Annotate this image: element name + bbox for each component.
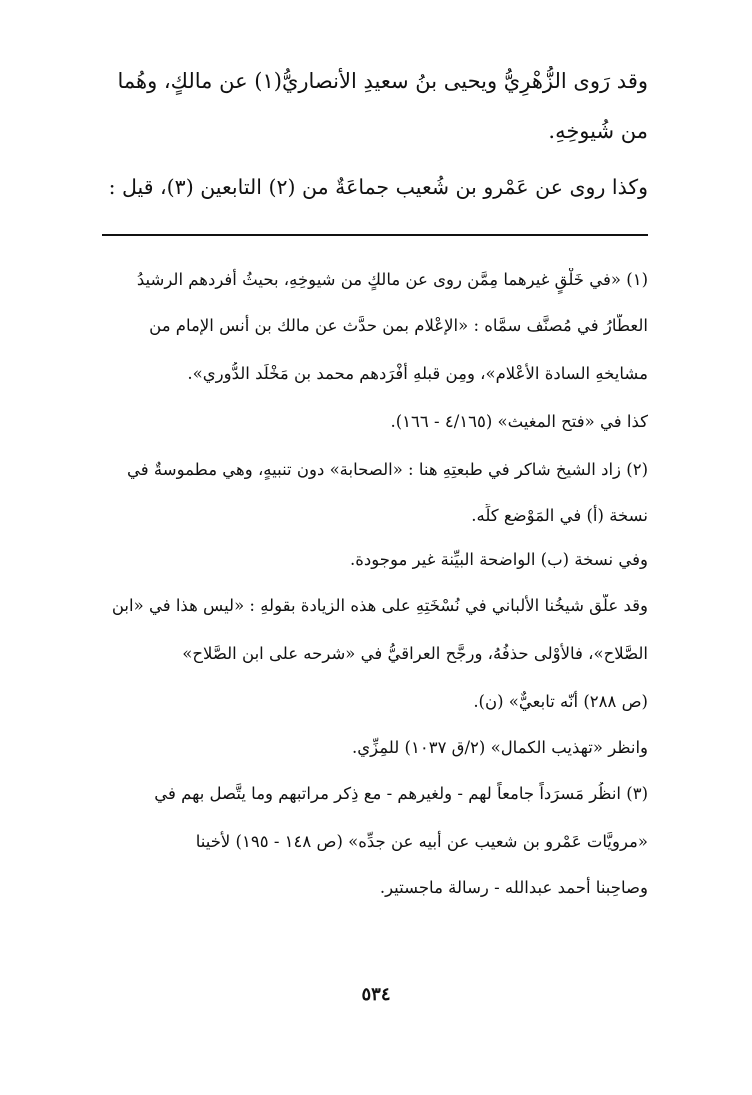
footnote-3-line-2: «مرويَّات عَمْرو بن شعيب عن أبيه عن جدِّه» (ص ١٤٨ - ١٩٥) لأخينا [195, 832, 648, 851]
page-number: ٥٣٤ [361, 984, 391, 1005]
footnote-1-line-2: العطَّارُ في مُصنَّف سمَّاه : «الإعْلام بمن حدَّث عن مالك بن أنس الإمام من [149, 316, 648, 335]
footnote-2-line-3: وفي نسخة (ب) الواضحة البيِّنة غير موجودة. [350, 550, 648, 569]
footnote-1-line-3: مشايخهِ السادة الأعْلام»، ومِن قبلهِ أفْرَدهم محمد بن مَخْلَد الدُّوري». [187, 364, 648, 383]
footnote-2-reference: وانظر «تهذيب الكمال» (٢/ق ١٠٣٧) للمِزِّي. [352, 738, 648, 757]
footnote-2-line-2: نسخة (أ) في المَوْضع كلِّه. [471, 506, 648, 525]
footnote-separator [102, 234, 648, 236]
footnote-3-line-3: وصاحِبنا أحمد عبدالله - رسالة ماجستير. [379, 878, 648, 897]
main-text-line-1: وقد رَوى الزُّهْرِيُّ ويحيى بنُ سعيدِ الأنصاريُّ(١) عن مالكٍ، وهُما [117, 69, 648, 93]
main-text-line-2: من شُيوخِهِ. [548, 119, 648, 143]
footnote-2-line-6: (ص ٢٨٨) أنّه تابعيٌّ» (ن). [473, 692, 648, 711]
footnote-1-line-1: (١) «في خَلْقٍ غيرهما مِمَّن روى عن مالكٍ من شيوخِهِ، بحيثُ أفردهم الرشيدُ [136, 270, 648, 289]
footnote-2-line-5: الصَّلاح»، فالأوْلى حذفُهُ، ورجَّح العراقيُّ في «شرحه على ابن الصَّلاح» [182, 644, 648, 663]
footnote-2-line-4: وقد علَّق شيخُنا الألباني في نُسْخَتِهِ على هذه الزيادة بقولهِ : «ليس هذا في «ابن [111, 596, 648, 615]
footnote-3-line-1: (٣) انظُر مَسرَداً جامعاً لهم - ولغيرهم - مع ذِكر مراتبهم وما يتَّصل بهم في [154, 784, 648, 803]
main-text-line-3: وكذا روى عن عَمْرو بن شُعيب جماعَةٌ من (٢) التابعين (٣)، قيل : [108, 175, 648, 199]
footnote-2-line-1: (٢) زاد الشيخ شاكر في طبعتِهِ هنا : «الصحابة» دون تنبيهٍ، وهي مطموسةٌ في [127, 460, 648, 479]
footnote-1-reference: كذا في «فتح المغيث» (٤/١٦٥ - ١٦٦). [390, 412, 648, 431]
